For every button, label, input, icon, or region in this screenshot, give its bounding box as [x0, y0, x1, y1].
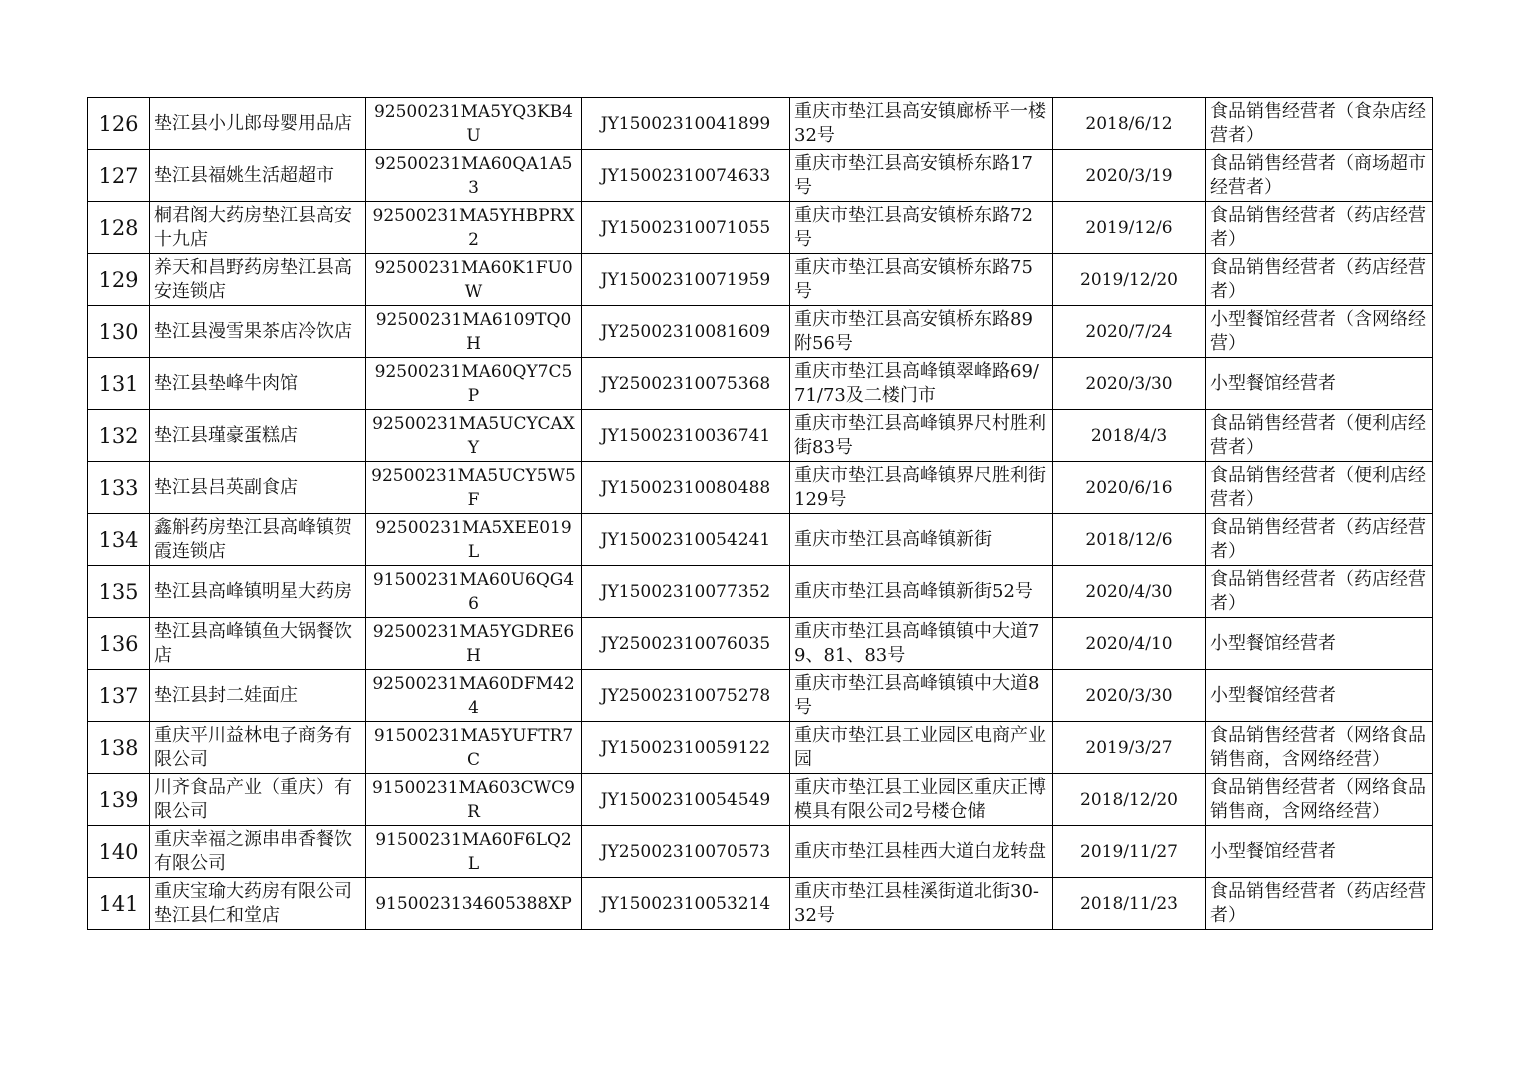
license-number-cell: JY25002310081609: [582, 306, 790, 358]
business-name-cell: 垫江县垫峰牛肉馆: [150, 358, 366, 410]
business-category-cell: 小型餐馆经营者: [1206, 826, 1433, 878]
business-name-cell: 垫江县福姚生活超超市: [150, 150, 366, 202]
issue-date-cell: 2019/11/27: [1053, 826, 1206, 878]
credit-code-cell: 92500231MA5UCYCAXY: [366, 410, 582, 462]
row-number-cell: 137: [88, 670, 150, 722]
table-row: [88, 774, 1433, 826]
license-number-cell: JY25002310075278: [582, 670, 790, 722]
business-name-cell: 垫江县高峰镇鱼大锅餐饮店: [150, 618, 366, 670]
row-number-cell: 127: [88, 150, 150, 202]
business-category-cell: 食品销售经营者（药店经营者）: [1206, 514, 1433, 566]
issue-date-cell: 2020/3/19: [1053, 150, 1206, 202]
business-category-cell: 小型餐馆经营者: [1206, 358, 1433, 410]
business-address-cell: 重庆市垫江县高峰镇界尺胜利街129号: [790, 462, 1053, 514]
credit-code-cell: 92500231MA6109TQ0H: [366, 306, 582, 358]
business-category-cell: 小型餐馆经营者: [1206, 670, 1433, 722]
business-name-cell: 垫江县漫雪果茶店冷饮店: [150, 306, 366, 358]
row-number-cell: 128: [88, 202, 150, 254]
table-row: [88, 202, 1433, 254]
credit-code-cell: 92500231MA60DFM424: [366, 670, 582, 722]
row-number-cell: 130: [88, 306, 150, 358]
issue-date-cell: 2020/4/30: [1053, 566, 1206, 618]
business-address-cell: 重庆市垫江县高安镇桥东路75号: [790, 254, 1053, 306]
row-number-cell: 133: [88, 462, 150, 514]
business-name-cell: 垫江县瑾豪蛋糕店: [150, 410, 366, 462]
business-address-cell: 重庆市垫江县高安镇廊桥平一楼32号: [790, 98, 1053, 150]
credit-code-cell: 92500231MA5YGDRE6H: [366, 618, 582, 670]
table-row: [88, 670, 1433, 722]
row-number-cell: 129: [88, 254, 150, 306]
business-category-cell: 食品销售经营者（药店经营者）: [1206, 254, 1433, 306]
license-number-cell: JY15002310041899: [582, 98, 790, 150]
business-name-cell: 鑫斛药房垫江县高峰镇贺霞连锁店: [150, 514, 366, 566]
business-category-cell: 食品销售经营者（食杂店经营者）: [1206, 98, 1433, 150]
business-address-cell: 重庆市垫江县桂溪街道北街30-32号: [790, 878, 1053, 930]
business-category-cell: 食品销售经营者（便利店经营者）: [1206, 462, 1433, 514]
table-row: [88, 150, 1433, 202]
table-row: [88, 566, 1433, 618]
row-number-cell: 135: [88, 566, 150, 618]
license-number-cell: JY15002310080488: [582, 462, 790, 514]
table-row: [88, 514, 1433, 566]
license-number-cell: JY15002310054549: [582, 774, 790, 826]
credit-code-cell: 92500231MA60QA1A53: [366, 150, 582, 202]
license-number-cell: JY25002310076035: [582, 618, 790, 670]
table-row: [88, 618, 1433, 670]
row-number-cell: 139: [88, 774, 150, 826]
business-address-cell: 重庆市垫江县高峰镇镇中大道8号: [790, 670, 1053, 722]
business-address-cell: 重庆市垫江县高峰镇镇中大道79、81、83号: [790, 618, 1053, 670]
license-number-cell: JY15002310059122: [582, 722, 790, 774]
issue-date-cell: 2019/12/6: [1053, 202, 1206, 254]
business-category-cell: 食品销售经营者（药店经营者）: [1206, 202, 1433, 254]
table-row: [88, 254, 1433, 306]
credit-code-cell: 92500231MA5UCY5W5F: [366, 462, 582, 514]
business-address-cell: 重庆市垫江县高峰镇新街: [790, 514, 1053, 566]
issue-date-cell: 2020/3/30: [1053, 358, 1206, 410]
credit-code-cell: 92500231MA5YHBPRX2: [366, 202, 582, 254]
credit-code-cell: 9150023134605388XP: [366, 878, 582, 930]
document-page: [87, 97, 1432, 930]
table-row: [88, 358, 1433, 410]
row-number-cell: 140: [88, 826, 150, 878]
business-name-cell: 重庆宝瑜大药房有限公司垫江县仁和堂店: [150, 878, 366, 930]
business-address-cell: 重庆市垫江县高峰镇翠峰路69/71/73及二楼门市: [790, 358, 1053, 410]
issue-date-cell: 2018/11/23: [1053, 878, 1206, 930]
license-number-cell: JY15002310036741: [582, 410, 790, 462]
credit-code-cell: 92500231MA5XEE019L: [366, 514, 582, 566]
business-category-cell: 食品销售经营者（网络食品销售商，含网络经营）: [1206, 774, 1433, 826]
business-name-cell: 川齐食品产业（重庆）有限公司: [150, 774, 366, 826]
business-address-cell: 重庆市垫江县工业园区重庆正博模具有限公司2号楼仓储: [790, 774, 1053, 826]
business-license-table: [87, 97, 1433, 930]
business-category-cell: 食品销售经营者（便利店经营者）: [1206, 410, 1433, 462]
credit-code-cell: 91500231MA603CWC9R: [366, 774, 582, 826]
business-category-cell: 食品销售经营者（药店经营者）: [1206, 878, 1433, 930]
business-address-cell: 重庆市垫江县工业园区电商产业园: [790, 722, 1053, 774]
credit-code-cell: 92500231MA60K1FU0W: [366, 254, 582, 306]
credit-code-cell: 92500231MA5YQ3KB4U: [366, 98, 582, 150]
table-row: [88, 306, 1433, 358]
row-number-cell: 141: [88, 878, 150, 930]
business-address-cell: 重庆市垫江县高安镇桥东路17号: [790, 150, 1053, 202]
license-number-cell: JY15002310071959: [582, 254, 790, 306]
license-number-cell: JY25002310070573: [582, 826, 790, 878]
license-number-cell: JY25002310075368: [582, 358, 790, 410]
row-number-cell: 126: [88, 98, 150, 150]
issue-date-cell: 2020/6/16: [1053, 462, 1206, 514]
business-category-cell: 食品销售经营者（商场超市经营者）: [1206, 150, 1433, 202]
business-name-cell: 养天和昌野药房垫江县高安连锁店: [150, 254, 366, 306]
issue-date-cell: 2018/4/3: [1053, 410, 1206, 462]
row-number-cell: 136: [88, 618, 150, 670]
business-address-cell: 重庆市垫江县高峰镇新街52号: [790, 566, 1053, 618]
credit-code-cell: 91500231MA60U6QG46: [366, 566, 582, 618]
table-body: [88, 98, 1433, 930]
business-name-cell: 重庆幸福之源串串香餐饮有限公司: [150, 826, 366, 878]
table-row: [88, 98, 1433, 150]
license-number-cell: JY15002310071055: [582, 202, 790, 254]
business-address-cell: 重庆市垫江县高安镇桥东路89附56号: [790, 306, 1053, 358]
row-number-cell: 134: [88, 514, 150, 566]
business-address-cell: 重庆市垫江县高峰镇界尺村胜利街83号: [790, 410, 1053, 462]
business-name-cell: 重庆平川益林电子商务有限公司: [150, 722, 366, 774]
table-row: [88, 826, 1433, 878]
business-name-cell: 垫江县吕英副食店: [150, 462, 366, 514]
license-number-cell: JY15002310077352: [582, 566, 790, 618]
business-name-cell: 桐君阁大药房垫江县高安十九店: [150, 202, 366, 254]
table-row: [88, 722, 1433, 774]
issue-date-cell: 2020/4/10: [1053, 618, 1206, 670]
issue-date-cell: 2018/6/12: [1053, 98, 1206, 150]
license-number-cell: JY15002310074633: [582, 150, 790, 202]
business-name-cell: 垫江县小儿郎母婴用品店: [150, 98, 366, 150]
business-category-cell: 食品销售经营者（药店经营者）: [1206, 566, 1433, 618]
row-number-cell: 131: [88, 358, 150, 410]
business-address-cell: 重庆市垫江县桂西大道白龙转盘: [790, 826, 1053, 878]
credit-code-cell: 91500231MA5YUFTR7C: [366, 722, 582, 774]
credit-code-cell: 91500231MA60F6LQ2L: [366, 826, 582, 878]
issue-date-cell: 2018/12/20: [1053, 774, 1206, 826]
business-address-cell: 重庆市垫江县高安镇桥东路72号: [790, 202, 1053, 254]
credit-code-cell: 92500231MA60QY7C5P: [366, 358, 582, 410]
table-row: [88, 410, 1433, 462]
business-name-cell: 垫江县高峰镇明星大药房: [150, 566, 366, 618]
table-row: [88, 462, 1433, 514]
row-number-cell: 138: [88, 722, 150, 774]
license-number-cell: JY15002310053214: [582, 878, 790, 930]
issue-date-cell: 2020/3/30: [1053, 670, 1206, 722]
issue-date-cell: 2018/12/6: [1053, 514, 1206, 566]
business-category-cell: 小型餐馆经营者（含网络经营）: [1206, 306, 1433, 358]
table-row: [88, 878, 1433, 930]
issue-date-cell: 2019/12/20: [1053, 254, 1206, 306]
license-number-cell: JY15002310054241: [582, 514, 790, 566]
business-name-cell: 垫江县封二娃面庄: [150, 670, 366, 722]
business-category-cell: 小型餐馆经营者: [1206, 618, 1433, 670]
issue-date-cell: 2020/7/24: [1053, 306, 1206, 358]
issue-date-cell: 2019/3/27: [1053, 722, 1206, 774]
business-category-cell: 食品销售经营者（网络食品销售商，含网络经营）: [1206, 722, 1433, 774]
row-number-cell: 132: [88, 410, 150, 462]
